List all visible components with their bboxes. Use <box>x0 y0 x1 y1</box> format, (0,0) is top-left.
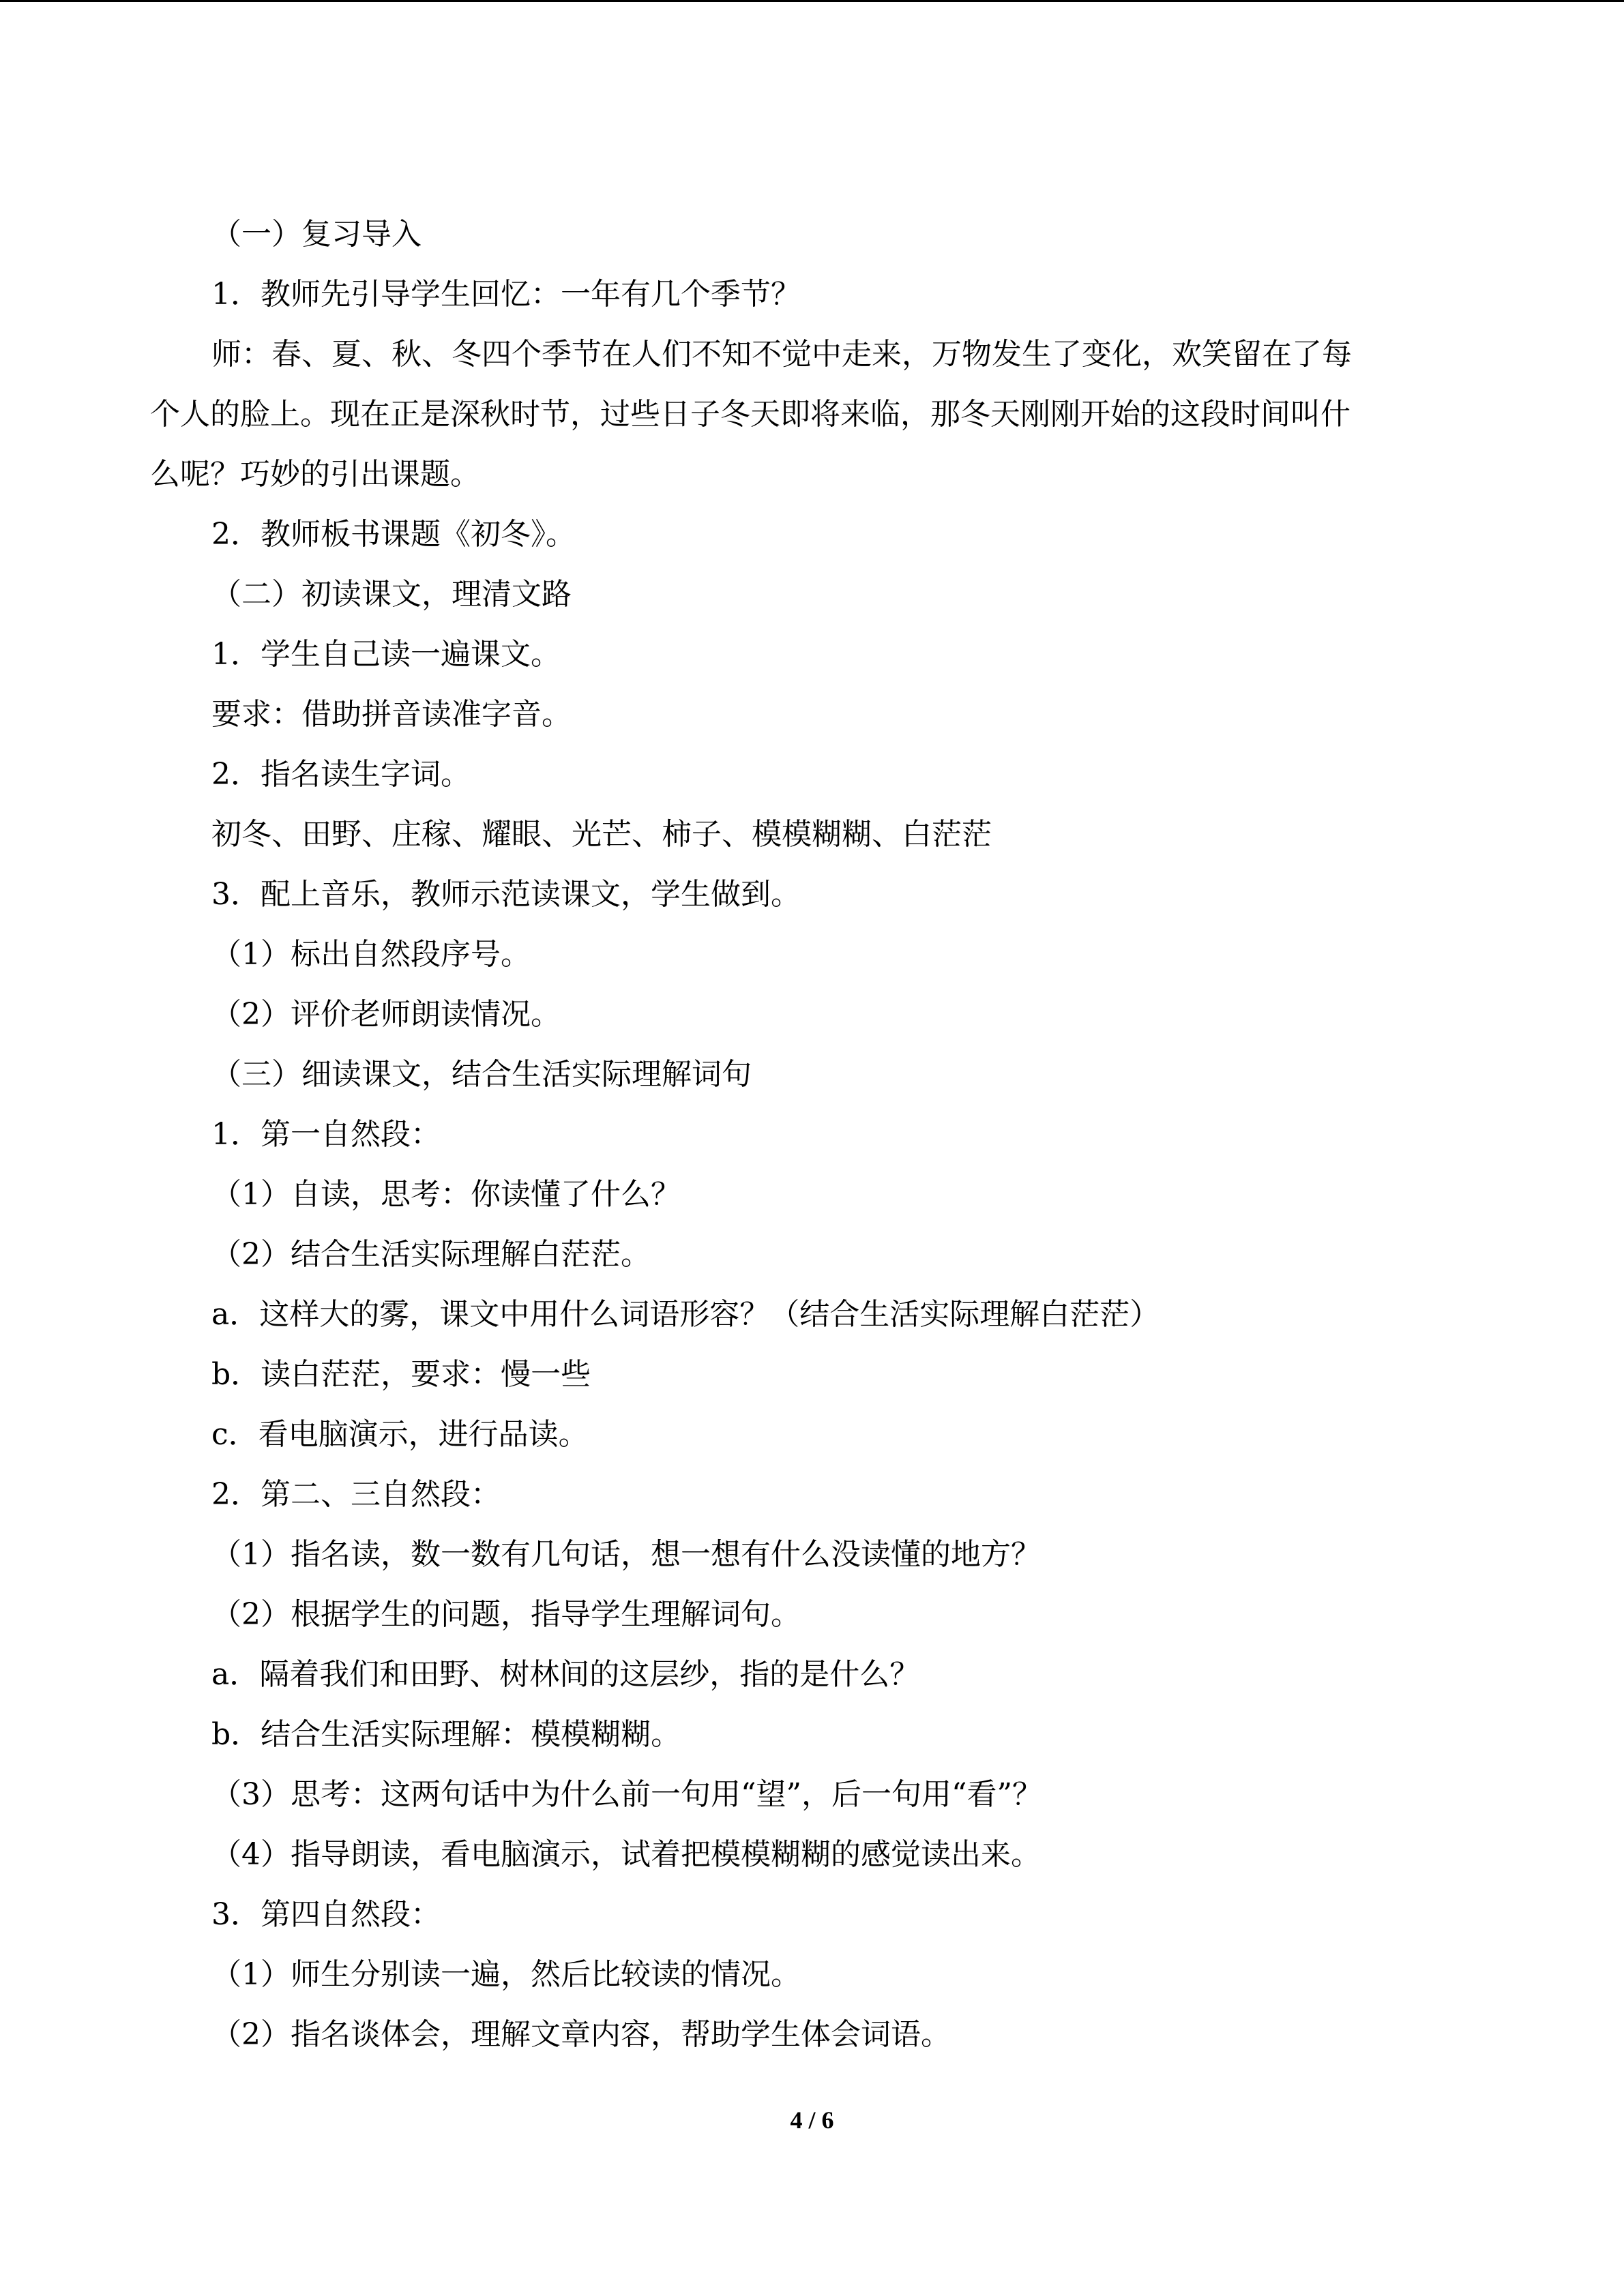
list-item: b．结合生活实际理解：模模糊糊。 <box>211 1717 681 1752</box>
section-heading-close-reading: （三）细读课文，结合生活实际理解词句 <box>211 1057 752 1092</box>
list-item: （1）师生分别读一遍，然后比较读的情况。 <box>211 1957 801 1992</box>
list-item: （2）结合生活实际理解白茫茫。 <box>211 1237 651 1272</box>
paragraph: 2．教师板书课题《初冬》。 <box>211 517 576 552</box>
list-item: （4）指导朗读，看电脑演示，试着把模模糊糊的感觉读出来。 <box>211 1837 1041 1872</box>
paragraph: 3．第四自然段： <box>211 1897 441 1932</box>
list-item: （3）思考：这两句话中为什么前一句用“望”，后一句用“看”？ <box>211 1777 1042 1812</box>
document-body <box>150 205 1460 2065</box>
paragraph: 1．学生自己读一遍课文。 <box>211 637 561 672</box>
list-item: （1）标出自然段序号。 <box>211 937 531 972</box>
list-item: （1）自读，思考：你读懂了什么？ <box>211 1177 681 1212</box>
list-item: （2）根据学生的问题，指导学生理解词句。 <box>211 1597 801 1632</box>
list-item: （2）指名谈体会，理解文章内容，帮助学生体会词语。 <box>211 2017 951 2052</box>
section-heading-first-reading: （二）初读课文，理清文路 <box>211 577 572 612</box>
paragraph: 3．配上音乐，教师示范读课文，学生做到。 <box>211 877 801 912</box>
list-item: （1）指名读，数一数有几句话，想一想有什么没读懂的地方？ <box>211 1537 1041 1572</box>
list-item: c．看电脑演示，进行品读。 <box>211 1417 589 1452</box>
list-item: a．隔着我们和田野、树林间的这层纱，指的是什么？ <box>211 1657 920 1692</box>
vocabulary-list: 初冬、田野、庄稼、耀眼、光芒、柿子、模模糊糊、白茫茫 <box>211 817 992 852</box>
page-number: 4 / 6 <box>790 2106 834 2134</box>
list-item: （2）评价老师朗读情况。 <box>211 997 561 1032</box>
paragraph: 2．第二、三自然段： <box>211 1477 501 1512</box>
paragraph: 1．教师先引导学生回忆：一年有几个季节？ <box>211 277 801 312</box>
paragraph: 2．指名读生字词。 <box>211 757 471 792</box>
paragraph: 要求：借助拼音读准字音。 <box>211 697 572 732</box>
paragraph-continuation: 个人的脸上。现在正是深秋时节，过些日子冬天即将来临，那冬天刚刚开始的这段时间叫什 <box>150 397 1350 432</box>
paragraph: 师：春、夏、秋、冬四个季节在人们不知不觉中走来，万物发生了变化，欢笑留在了每 <box>211 337 1352 372</box>
top-border-line <box>0 0 1624 2</box>
list-item: b．读白茫茫，要求：慢一些 <box>211 1357 591 1392</box>
section-heading-review: （一）复习导入 <box>211 217 422 252</box>
paragraph: 1．第一自然段： <box>211 1117 441 1152</box>
list-item: a．这样大的雾，课文中用什么词语形容？（结合生活实际理解白茫茫） <box>211 1297 1160 1332</box>
paragraph-continuation: 么呢？巧妙的引出课题。 <box>150 457 480 492</box>
